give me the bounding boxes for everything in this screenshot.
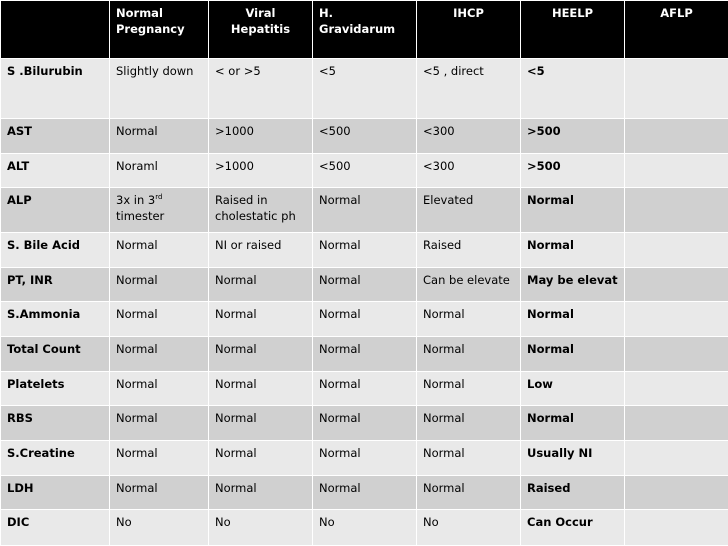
cell-gravidarum: Normal [313, 337, 417, 372]
cell-normal: Normal [110, 475, 209, 510]
cell-gravidarum: <500 [313, 119, 417, 154]
cell-normal: Normal [110, 267, 209, 302]
cell-normal: Slightly down [110, 59, 209, 119]
cell-viral: Normal [209, 337, 313, 372]
cell-normal: Normal [110, 337, 209, 372]
cell-aflp [625, 153, 728, 188]
cell-aflp [625, 267, 728, 302]
table-row [1, 119, 728, 154]
cell-aflp [625, 440, 728, 475]
cell-normal: Normal [110, 371, 209, 406]
cell-aflp [625, 302, 728, 337]
row-label-s-creatine: S.Creatine [1, 440, 110, 475]
row-label-s-bile-acid: S. Bile Acid [1, 233, 110, 268]
cell-viral: Normal [209, 406, 313, 441]
cell-heelp: May be elevat [521, 267, 625, 302]
cell-viral: Normal [209, 267, 313, 302]
cell-viral: >1000 [209, 119, 313, 154]
row-label-rbs: RBS [1, 406, 110, 441]
cell-gravidarum: Normal [313, 406, 417, 441]
table-row [1, 510, 728, 546]
cell-ihcp: No [417, 510, 521, 546]
cell-gravidarum: <500 [313, 153, 417, 188]
cell-ihcp: Normal [417, 302, 521, 337]
cell-viral: >1000 [209, 153, 313, 188]
cell-heelp: Normal [521, 233, 625, 268]
cell-heelp: Usually NI [521, 440, 625, 475]
table-row [1, 153, 728, 188]
cell-viral: < or >5 [209, 59, 313, 119]
row-label-total-count: Total Count [1, 337, 110, 372]
cell-viral: Normal [209, 440, 313, 475]
cell-aflp [625, 510, 728, 546]
row-label-pt-inr: PT, INR [1, 267, 110, 302]
header-heelp: HEELP [521, 1, 625, 59]
header-empty-cell [1, 1, 110, 59]
cell-aflp [625, 233, 728, 268]
cell-heelp: Can Occur [521, 510, 625, 546]
cell-gravidarum: Normal [313, 302, 417, 337]
cell-ihcp: Normal [417, 406, 521, 441]
cell-heelp: Normal [521, 188, 625, 233]
header-h-gravidarum: H. Gravidarum [313, 1, 417, 59]
cell-aflp [625, 59, 728, 119]
cell-ihcp: Normal [417, 337, 521, 372]
cell-viral: Normal [209, 475, 313, 510]
cell-ihcp: <300 [417, 153, 521, 188]
table-row [1, 440, 728, 475]
table-row [1, 475, 728, 510]
row-label-alp: ALP [1, 188, 110, 233]
cell-aflp [625, 119, 728, 154]
ordinal-suffix: rd [155, 193, 163, 202]
cell-viral: NI or raised [209, 233, 313, 268]
cell-viral: Normal [209, 302, 313, 337]
cell-ihcp: <5 , direct [417, 59, 521, 119]
table-row [1, 337, 728, 372]
cell-ihcp: <300 [417, 119, 521, 154]
cell-normal: Normal [110, 302, 209, 337]
cell-gravidarum: <5 [313, 59, 417, 119]
cell-aflp [625, 406, 728, 441]
cell-normal-main: 3x in 3 [116, 193, 156, 208]
cell-viral: No [209, 510, 313, 546]
header-ihcp: IHCP [417, 1, 521, 59]
cell-heelp: Normal [521, 337, 625, 372]
cell-heelp: Raised [521, 475, 625, 510]
table-row [1, 267, 728, 302]
cell-normal: No [110, 510, 209, 546]
cell-heelp: Normal [521, 302, 625, 337]
row-label-alt: ALT [1, 153, 110, 188]
cell-ihcp: Can be elevate [417, 267, 521, 302]
header-row [1, 1, 728, 59]
cell-heelp: <5 [521, 59, 625, 119]
cell-aflp [625, 337, 728, 372]
header-aflp: AFLP [625, 1, 728, 59]
table-row [1, 59, 728, 119]
cell-heelp: >500 [521, 119, 625, 154]
table-row [1, 233, 728, 268]
cell-gravidarum: Normal [313, 440, 417, 475]
cell-heelp: Normal [521, 406, 625, 441]
cell-normal: Normal [110, 440, 209, 475]
cell-normal [110, 188, 209, 233]
cell-gravidarum: Normal [313, 475, 417, 510]
cell-gravidarum: Normal [313, 233, 417, 268]
table-row [1, 188, 728, 233]
cell-normal: Normal [110, 119, 209, 154]
row-label-dic: DIC [1, 510, 110, 546]
cell-normal-tail: timester [116, 209, 165, 224]
cell-viral: Normal [209, 371, 313, 406]
table-row [1, 406, 728, 441]
header-viral-hepatitis: Viral Hepatitis [209, 1, 313, 59]
cell-gravidarum: No [313, 510, 417, 546]
row-label-ldh: LDH [1, 475, 110, 510]
cell-ihcp: Normal [417, 475, 521, 510]
cell-normal: Normal [110, 406, 209, 441]
row-label-s-bilirubin: S .Bilurubin [1, 59, 110, 119]
cell-heelp: >500 [521, 153, 625, 188]
header-normal-pregnancy: Normal Pregnancy [110, 1, 209, 59]
cell-gravidarum: Normal [313, 267, 417, 302]
cell-normal: Normal [110, 233, 209, 268]
cell-viral: Raised in cholestatic ph [209, 188, 313, 233]
row-label-ast: AST [1, 119, 110, 154]
cell-ihcp: Raised [417, 233, 521, 268]
row-label-platelets: Platelets [1, 371, 110, 406]
cell-gravidarum: Normal [313, 371, 417, 406]
cell-ihcp: Elevated [417, 188, 521, 233]
table-row [1, 371, 728, 406]
cell-gravidarum: Normal [313, 188, 417, 233]
cell-aflp [625, 371, 728, 406]
table-row [1, 302, 728, 337]
cell-aflp [625, 475, 728, 510]
cell-normal: Noraml [110, 153, 209, 188]
row-label-s-ammonia: S.Ammonia [1, 302, 110, 337]
cell-aflp [625, 188, 728, 233]
cell-heelp: Low [521, 371, 625, 406]
cell-ihcp: Normal [417, 440, 521, 475]
cell-ihcp: Normal [417, 371, 521, 406]
